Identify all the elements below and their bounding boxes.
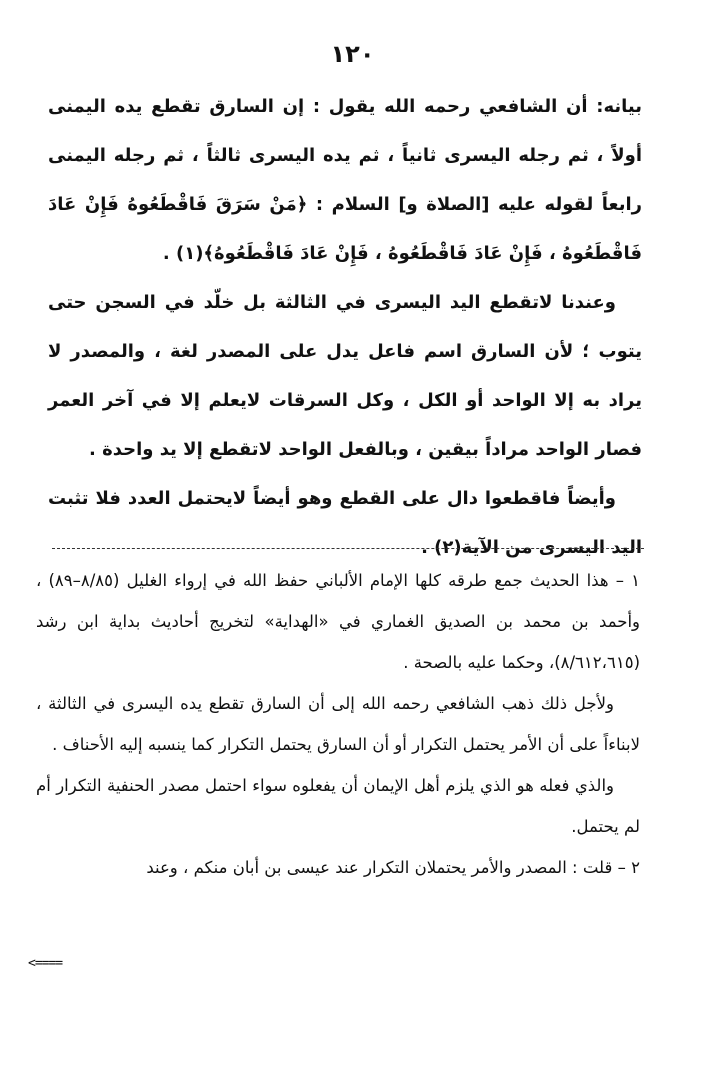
paragraph-also: وأيضاً فاقطعوا دال على القطع وهو أيضاً لايحتمل العدد فلا تثبت اليد اليسرى من الآية(٢) . (48, 488, 642, 558)
footnote-separator (52, 548, 644, 549)
paragraph-hanafi-view: وعندنا لاتقطع اليد اليسرى في الثالثة بل خلّد في السجن حتى يتوب ؛ لأن السارق اسم فاعل يدل على المصدر لغة ، والمصدر لا يراد به إلا الواحد أو الكل ، وكل السرقات لايعلم إلا في آخر العمر فصار الواحد مراداً بيقين ، وبالفعل الواحد لاتقطع إلا يد واحدة . (48, 292, 642, 460)
paragraph-explanation: بيانه: أن الشافعي رحمه الله يقول : إن السارق تقطع يده اليمنى أولاً ، ثم رجله اليسرى ثانياً ، ثم يده اليسرى ثالثاً ، ثم رجله اليمنى رابعاً لقوله عليه [الصلاة و] السلام : ﴿مَنْ سَرَقَ فَاقْطَعُوهُ فَإِنْ عَادَ فَاقْطَعُوهُ ، فَإِنْ عَادَ فَاقْطَعُوهُ ، فَإِنْ عَادَ فَاقْطَعُوهُ﴾(١) . (48, 96, 642, 264)
continuation-arrow: <==== (28, 956, 63, 971)
page-number: ١٢٠ (330, 40, 375, 68)
footnote-1-conclusion: والذي فعله هو الذي يلزم أهل الإيمان أن يفعلوه سواء احتمل مصدر الحنفية التكرار أم لم يحتمل. (36, 776, 640, 836)
footnote-1-continuation: ولأجل ذلك ذهب الشافعي رحمه الله إلى أن السارق تقطع يده اليسرى في الثالثة ، لابناءاً على أن الأمر يحتمل التكرار أو أن السارق يحتمل التكرار كما ينسبه إليه الأحناف . (36, 694, 640, 754)
footnote-2: ٢ – قلت : المصدر والأمر يحتملان التكرار عند عيسى بن أبان منكم ، وعند (146, 858, 640, 877)
footnote-1: ١ – هذا الحديث جمع طرقه كلها الإمام الألباني حفظ الله في إرواء الغليل (٨/٨٥–٨٩) ، وأحمد بن محمد بن الصديق الغماري في «الهداية» لتخريج أحاديث بداية ابن رشد (٨/٦١٢،٦١٥)، وحكما عليه بالصحة . (36, 571, 640, 672)
main-text (48, 82, 642, 572)
footnotes (36, 560, 640, 888)
